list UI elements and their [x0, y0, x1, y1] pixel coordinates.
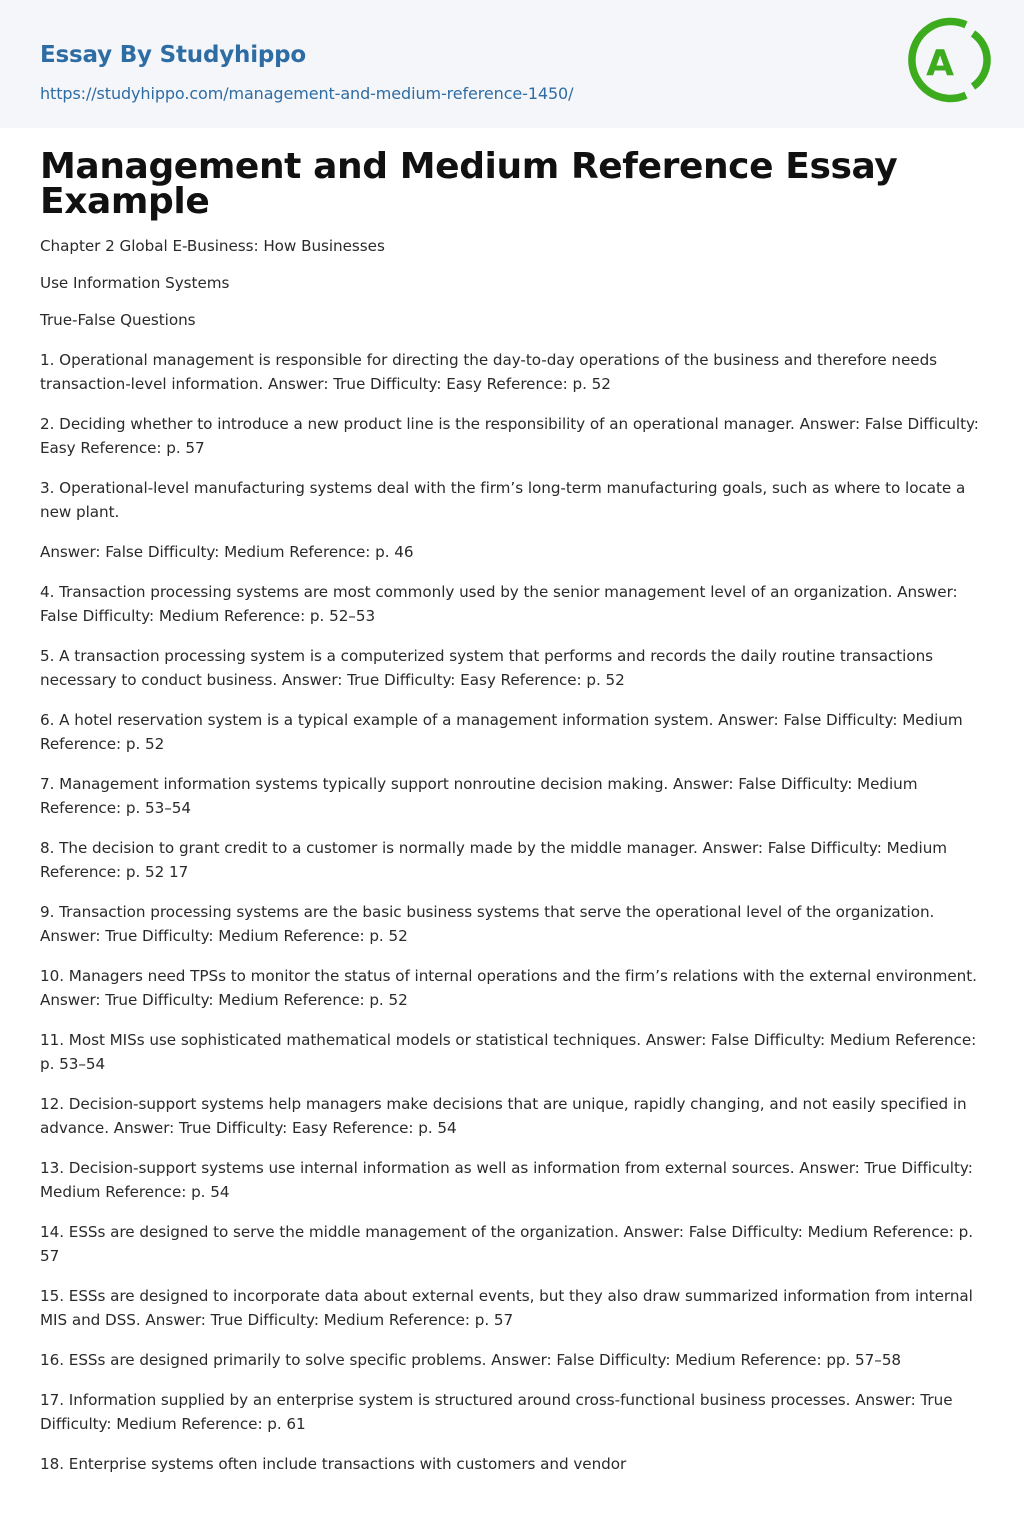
- essay-paragraph: 2. Deciding whether to introduce a new product line is the responsibility of an operational manager. Answer: False Difficulty: Easy Reference: p. 57: [40, 415, 979, 457]
- essay-paragraph: 11. Most MISs use sophisticated mathematical models or statistical techniques. Answer: False Difficulty: Medium Reference: p. 53–54: [40, 1031, 977, 1073]
- essay-paragraph: 15. ESSs are designed to incorporate data about external events, but they also draw summarized information from internal MIS and DSS. Answer: True Difficulty: Medium Reference: p. 57: [40, 1287, 973, 1329]
- essay-paragraph: 7. Management information systems typically support nonroutine decision making. Answer: False Difficulty: Medium Reference: p. 53–54: [40, 775, 918, 817]
- essay-paragraph: 3. Operational-level manufacturing systems deal with the firm’s long-term manufacturing goals, such as where to locate a new plant.: [40, 479, 966, 521]
- essay-paragraph: 16. ESSs are designed primarily to solve specific problems. Answer: False Difficulty: Medium Reference: pp. 57–58: [40, 1351, 902, 1369]
- essay-paragraph: 1. Operational management is responsible for directing the day-to-day operations of the business and therefore needs transaction-level information. Answer: True Difficulty: Easy Reference: p. 52: [40, 351, 938, 393]
- essay-url-link[interactable]: https://studyhippo.com/management-and-medium-reference-1450/: [40, 84, 574, 103]
- logo-letter: A: [926, 43, 954, 84]
- essay-paragraph: 5. A transaction processing system is a computerized system that performs and records the daily routine transactions necessary to conduct business. Answer: True Difficulty: Easy Reference: p. 52: [40, 647, 934, 689]
- essay-paragraph: 4. Transaction processing systems are most commonly used by the senior management level of an organization. Answer: False Difficulty: Medium Reference: p. 52–53: [40, 583, 958, 625]
- site-header: [0, 0, 1024, 128]
- studyhippo-logo-icon[interactable]: [908, 16, 992, 108]
- essay-paragraph: 18. Enterprise systems often include transactions with customers and vendor: [40, 1455, 627, 1473]
- essay-body: [40, 234, 984, 1476]
- essay-paragraph: 13. Decision-support systems use internal information as well as information from external sources. Answer: True Difficulty: Medium Reference: p. 54: [40, 1159, 973, 1201]
- essay-intro-line: Use Information Systems: [40, 274, 230, 292]
- essay-paragraph: 14. ESSs are designed to serve the middle management of the organization. Answer: False Difficulty: Medium Reference: p. 57: [40, 1223, 974, 1265]
- essay-paragraph: 6. A hotel reservation system is a typical example of a management information system. Answer: False Difficulty: Medium Reference: p. 52: [40, 711, 963, 753]
- essay-paragraph: 10. Managers need TPSs to monitor the status of internal operations and the firm’s relations with the external environment. Answer: True Difficulty: Medium Reference: p. 52: [40, 967, 977, 1009]
- site-name[interactable]: Essay By Studyhippo: [40, 42, 307, 68]
- essay-paragraph: 12. Decision-support systems help managers make decisions that are unique, rapidly changing, and not easily specified in advance. Answer: True Difficulty: Easy Reference: p. 54: [40, 1095, 967, 1137]
- essay-paragraph: 17. Information supplied by an enterprise system is structured around cross-functional business processes. Answer: True Difficulty: Medium Reference: p. 61: [40, 1391, 953, 1433]
- essay-paragraph: 8. The decision to grant credit to a customer is normally made by the middle manager. Answer: False Difficulty: Medium Reference: p. 52 17: [40, 839, 948, 881]
- essay-intro-line: Chapter 2 Global E-Business: How Businesses: [40, 237, 385, 255]
- essay-section-heading: True-False Questions: [40, 311, 196, 329]
- essay-paragraph: Answer: False Difficulty: Medium Reference: p. 46: [40, 543, 414, 561]
- essay-title: Management and Medium Reference Essay Example: [40, 146, 898, 222]
- essay-paragraph: 9. Transaction processing systems are the basic business systems that serve the operational level of the organization. Answer: True Difficulty: Medium Reference: p. 52: [40, 903, 935, 945]
